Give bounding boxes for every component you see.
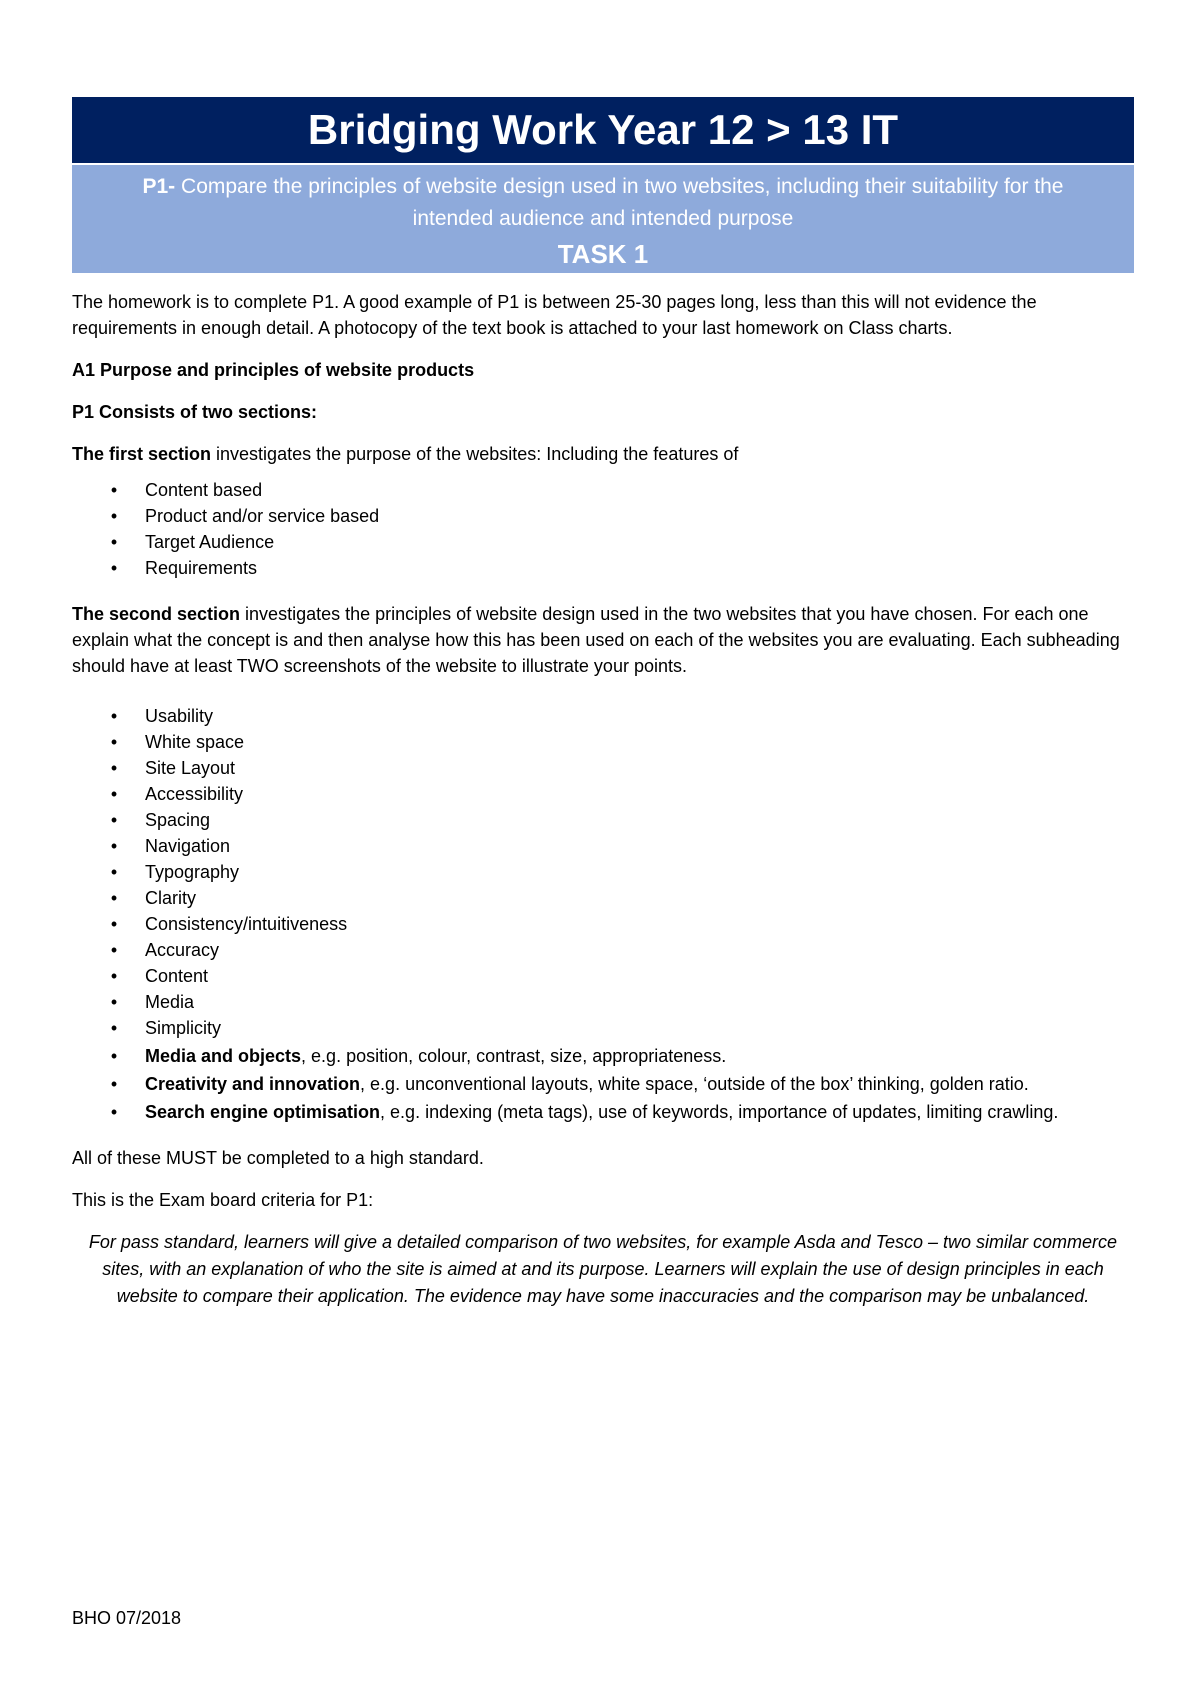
bullet-icon: • [110,992,118,1012]
list-item: • Clarity [72,885,1134,911]
section1-bold: The first section [72,444,212,464]
criteria-intro: This is the Exam board criteria for P1: [72,1190,374,1210]
list-item: • Creativity and innovation, e.g. unconventional layouts, white space, ‘outside of the box’ thinking, golden ratio. [72,1071,1134,1097]
section2-list [72,703,1134,1125]
heading-p1: P1 Consists of two sections: [72,402,318,422]
list-item: • Typography [72,859,1134,885]
list-item: • Target Audience [72,529,1134,555]
bullet-icon: • [110,1074,118,1094]
bullet-icon: • [110,532,118,552]
bullet-icon: • [110,1018,118,1038]
list-item: • Spacing [72,807,1134,833]
list-item: • Requirements [72,555,1134,581]
list-item: • Media [72,989,1134,1015]
list-item: • White space [72,729,1134,755]
list-item: • Accessibility [72,781,1134,807]
list-item: • Search engine optimisation, e.g. indexing (meta tags), use of keywords, importance of updates, limiting crawling. [72,1099,1134,1125]
heading-a1: A1 Purpose and principles of website products [72,360,475,380]
bullet-icon: • [110,1046,118,1066]
task-label: TASK 1 [557,239,649,269]
section2-paragraph [72,601,1134,679]
list-item: • Media and objects, e.g. position, colour, contrast, size, appropriateness. [72,1043,1134,1069]
subtitle-body: Compare the principles of website design used in two websites, including their suitability for the intended audience and intended purpose [175,175,1064,230]
list-item: • Usability [72,703,1134,729]
bullet-icon: • [110,784,118,804]
list-item: • Content based [72,477,1134,503]
section1-paragraph [72,441,1134,467]
bullet-icon: • [110,862,118,882]
list-item: • Content [72,963,1134,989]
bullet-icon: • [110,966,118,986]
bullet-icon: • [110,940,118,960]
document-title: Bridging Work Year 12 > 13 IT [307,106,899,153]
section1-list [72,477,1134,581]
bullet-icon: • [110,888,118,908]
bullet-icon: • [110,758,118,778]
list-item: • Site Layout [72,755,1134,781]
section2-bold: The second section [72,604,241,624]
list-item: • Navigation [72,833,1134,859]
bullet-icon: • [110,480,118,500]
bullet-icon: • [110,732,118,752]
list-item: • Product and/or service based [72,503,1134,529]
bullet-icon: • [110,836,118,856]
intro-paragraph: The homework is to complete P1. A good example of P1 is between 25-30 pages long, less than this will not evidence the requirements in enough detail. A photocopy of the text book is attached to your last homework on Class charts. [72,292,1037,338]
section1-text: investigates the purpose of the websites: Including the features of [211,444,739,464]
subtitle-prefix: P1- [142,175,176,198]
bullet-icon: • [110,810,118,830]
bullet-icon: • [110,1102,118,1122]
criteria-text: For pass standard, learners will give a detailed comparison of two websites, for example Asda and Tesco – two similar commerce sites, with an explanation of who the site is aimed at and its purpose. Learners will explain the use of design principles in each website to compare their application. The evidence may have some inaccuracies and the comparison may be unbalanced. [88,1232,1118,1306]
must-statement: All of these MUST be completed to a high standard. [72,1148,484,1168]
bullet-icon: • [110,914,118,934]
title-bar [72,97,1134,163]
section2-text: investigates the principles of website design used in the two websites that you have chosen. For each one explain what the concept is and then analyse how this has been used on each of the websites you are evaluating. Each subheading should have at least TWO screenshots of the website to illustrate your points. [72,604,1120,676]
list-item: • Accuracy [72,937,1134,963]
list-item: • Consistency/intuitiveness [72,911,1134,937]
header-box [72,97,1134,273]
subtitle-text [106,171,1100,235]
bullet-icon: • [110,558,118,578]
bullet-icon: • [110,706,118,726]
list-item: • Simplicity [72,1015,1134,1041]
document-body [72,289,1134,1326]
subtitle-bar [72,165,1134,273]
bullet-icon: • [110,506,118,526]
footer-reference: BHO 07/2018 [72,1608,182,1628]
